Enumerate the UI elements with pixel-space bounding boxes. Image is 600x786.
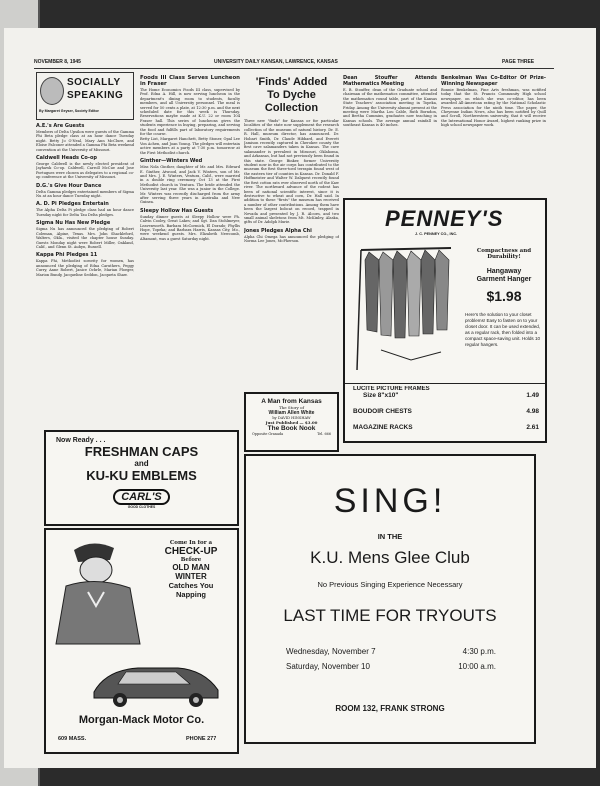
book-price: Just Published — $3.00: [265, 420, 318, 425]
hanger-rack-illustration: [351, 240, 461, 380]
glee-last: LAST TIME FOR TRYOUTS: [283, 606, 497, 625]
morgan-ad: [44, 528, 239, 754]
item-price: 4.98: [526, 408, 539, 415]
morgan-l5: WINTER: [175, 572, 207, 581]
item-label: MAGAZINE RACKS: [353, 424, 413, 431]
glee-sing: SING!: [333, 482, 447, 520]
item-row: [353, 392, 539, 399]
schedule-time: 4:30 p.m.: [462, 647, 496, 656]
penneys-list: [353, 386, 539, 431]
speaking-title: SPEAKING: [67, 90, 124, 101]
foods-text: The Home Economics Foods III class, supervised by Prof. Edna A. Hill, is now serving luncheon in the department's dining room to students, faculty members, and all University personnel. The meal is served for 50 cents a plate, at 12:30 p.m. and the next scheduled date for this week is Thursday. Reservations maybe made at K.U. 22 or room 104 Fraser hall. This series of luncheons gives the students experience in buying, preparing, and serving the food and fulfills part of laboratory requirements for the course.: [140, 88, 240, 137]
socially-items: [36, 123, 134, 277]
penneys-desc: Here's the solution to your closet problems! Easy to fasten on to your closet door. It can be used extended, as a regular rack, then folded into a compact space-saving unit. Holds 10 regular hangers.: [465, 312, 541, 347]
glee-schedule: [286, 644, 496, 674]
item-row: [353, 424, 539, 431]
foods-column: [140, 72, 240, 428]
book-title: A Man from Kansas: [261, 398, 322, 405]
morgan-l2: CHECK-UP: [164, 546, 218, 557]
morgan-l4: OLD MAN: [172, 563, 210, 572]
glee-room: ROOM 132, FRANK STRONG: [335, 704, 445, 713]
penneys-logo: PENNEY'S: [385, 206, 504, 231]
tagline-1: Compactness and: [476, 248, 532, 254]
book-line2: The Story of: [279, 405, 304, 410]
morgan-l7: Napping: [176, 590, 206, 599]
book-author: by DAVID HINSHAW: [272, 416, 311, 420]
item-label: BOUDOIR CHESTS: [353, 408, 412, 415]
header-paper: UNIVERSITY DAILY KANSAN, LAWRENCE, KANSAS: [214, 59, 338, 65]
dancers-illustration: [40, 77, 64, 105]
penneys-ad: [343, 198, 547, 443]
carls-ad: [44, 430, 239, 526]
header-page: PAGE THREE: [502, 59, 535, 65]
item-head: Kappa Phi Pledges 11: [36, 252, 98, 259]
socially-byline: By Margaret Geyser, Society Editor: [39, 109, 99, 113]
item-sub: Size 8"x10": [363, 392, 399, 399]
item-head: D.G.'s Give Hour Dance: [36, 182, 102, 189]
item-text: Members of Delta Upsilon were guests of the Gamma Phi Beta pledge class at an hour dance Tuesday night. Betty Jo O'Neal, Mary Ann McClure, and Eloise Falconer attended a Gamma Phi Beta weekend convention at the University of Missouri.: [36, 130, 134, 152]
morgan-phone: PHONE 277: [186, 736, 217, 742]
finds-column: [244, 72, 339, 390]
penneys-divider: [345, 383, 545, 384]
page-header: [34, 58, 554, 68]
ginther-text: Miss Nola Ginther, daughter of Mr. and Mrs. Edward E. Ginther, Atwood, and Jack V. Winters, son of Mr. and Mrs. J. E. Winters, Ventura, Calif., were married in a double ring ceremony Oct 13 at the First Methodist church in Ventura. The bride attended the University last year. She was a junior in the College. Mr. Winters was recently discharged from the army after serving three years in Australia and New Guinea.: [140, 165, 240, 205]
carls-logo: CARL'S: [113, 489, 170, 505]
item-price: 2.61: [526, 424, 539, 431]
book-tel: Tel. 666: [317, 432, 331, 436]
schedule-time: 10:00 a.m.: [458, 662, 496, 671]
book-footer: [246, 432, 337, 436]
schedule-row: [286, 659, 496, 674]
book-store: The Book Nook: [267, 425, 316, 432]
stouffer-column: [343, 72, 437, 196]
item-text: Kappa Phi, Methodist sorority for women, has announced the pledging of Edna Caruthers, Peggy Curry, Anne Robert, Janice Ochrle, Marian Ploeger, Marion Bundy, Jacqueline Seddon, Jacqueta Shaw.: [36, 259, 134, 277]
jones-head: Jones Pledges Alpha Chi: [244, 227, 312, 234]
glee-club: K.U. Mens Glee Club: [310, 548, 470, 567]
schedule-date: Saturday, November 10: [286, 662, 370, 671]
book-addr: Opposite Granada: [252, 432, 284, 436]
stouffer-head: Dean Stouffer Attends Mathematics Meeting: [343, 75, 437, 87]
header-date: NOVEMBER 8, 1945: [34, 59, 81, 65]
socially-masthead: [36, 72, 134, 120]
item-label: LUCITE PICTURE FRAMES: [353, 386, 430, 392]
carls-emblems: KU-KU EMBLEMS: [86, 468, 197, 483]
morgan-l3: Before: [180, 557, 202, 563]
newspaper-page: [4, 28, 596, 768]
header-rule: [34, 68, 554, 69]
item-head: A. D. Pi Pledges Entertain: [36, 201, 109, 208]
item-head: Caldwell Heads Co-op: [36, 155, 97, 162]
socially-title: SOCIALLY: [67, 77, 121, 88]
carls-caps: FRESHMAN CAPS: [84, 444, 199, 459]
jones-text: Alpha Chi Omega has announced the pledging of Norma Lee Jones, McPherson.: [244, 234, 339, 244]
booknook-ad: [244, 392, 339, 452]
socially-column: [36, 72, 134, 424]
penneys-tagline: [463, 248, 545, 260]
penneys-price: $1.98: [486, 288, 522, 304]
item-text: The Alpha Delta Pi pledge class had an hour dance Tuesday night for Delta Tau Delta pledges.: [36, 208, 134, 217]
finds-text: Three new "finds" for Kansas or for particular localities of the state now supplement the research collection of the museum of natural history. Dr. E. R. Hall, museum director, has announced. Dr. Hobart Smith, Dr. Claude Hibbard, and Everett Jamison recently captured in Cherokee county the first cave salamanders taken in Kansas. The cave salamander is prevalent in Missouri, Oklahoma, and Arkansas, but had not previously been found in this state. George Binker, former University student now in the air corps has contributed to the museum the first three-toed terrapin found west of the eastern tier of counties in Kansas. Dr. Donald F. Hoffmeister and Walter W. Dalquest recently found the first cotton rats ever observed north of the Kaw river. The northward advance of the rodent has been of national scientific interest, since it is destructive to wheat and corn, Dr. Hall said. In addition to these "firsts" the museum has received a number of other contributions. Among them have been the largest bobcat on record, trapped in Nevada and presented by J. R. Alcorn, and two small animal skeletons from Mt. McKinley, Alaska, gifts of Dr. Adolph Murie.: [244, 119, 339, 225]
morgan-addr: 609 MASS.: [58, 736, 87, 742]
morgan-l6: Catches You: [168, 581, 214, 590]
benkelman-head: Benkelman Was Co-Editor Of Prize-Winning Newspaper: [441, 75, 546, 87]
glee-inthe: IN THE: [377, 532, 403, 541]
finds-headline: [244, 76, 339, 115]
morgan-l1: Come In for a: [169, 540, 213, 546]
glee-club-ad: [244, 454, 536, 744]
car-illustration: [86, 658, 226, 708]
finds-head-2: To Dyche Collection: [264, 89, 319, 114]
item-head: Sigma Nu Has New Pledge: [36, 220, 111, 227]
benkelman-text: Bonnie Benkelman, Fine Arts freshman, was notified today that the St. Francis Community High school newspaper, on which she was co-editor, has been awarded All-American rating by the National Scholastic Press association for the ninth time. The paper, the Cheyenne Indian News, also has been notified by Quill and Scroll, Northwestern university, that it will receive the International Honor Award, highest ranking prize in high school newspaper work.: [441, 88, 546, 128]
penneys-sub: J. C. PENNEY CO., INC.: [415, 232, 458, 236]
foods-head: Foods III Class Serves Luncheon in Fraser: [140, 75, 240, 87]
item-text: Sigma Nu has announced the pledging of Robert Coleman, Alpine, Texas. Mrs. John Shackleford, Walters, Okla., visited the chapter house Sunday. Guests Monday night were Robert Miller, Oakland, Calif., and Glenn St. Aubyn, Russell.: [36, 227, 134, 249]
morgan-name: Morgan-Mack Motor Co.: [78, 714, 205, 726]
item-row: [353, 408, 539, 415]
book-line3: William Allen White: [268, 410, 315, 416]
schedule-row: [286, 644, 496, 659]
sleepy-text: Sunday dinner guests at Sleepy Hollow were Ph. Calvin Cooley, Great Lakes; and Sgt. Dan Stohlmeyer, Leavenworth. Barbara McCormick, El Dorado; Phyllis Hope, Topeka; and Barbara Harris, Kansas City, Mo., were weekend guests. Mrs. Elizabeth Newcomb, Altamont, was a guest Saturday night.: [140, 214, 240, 241]
sleeping-man-illustration: [52, 536, 148, 646]
product-2: Garment Hanger: [476, 276, 532, 283]
product-1: Hangaway: [486, 268, 522, 275]
morgan-slogan: [146, 540, 236, 599]
penneys-product: [463, 268, 545, 284]
tagline-2: Durability!: [487, 254, 521, 260]
item-head: A.E.'s Are Guests: [36, 123, 85, 129]
item-text: George Caldwell is the newly elected president of Jayhawk Co-op. Caldwell, Carroll McCue and Jose Portugues were chosen as delegates to a regional co-op conference at the University of Missouri.: [36, 162, 134, 180]
item-text: Delta Gamma pledges entertained members of Sigma Nu at an hour dance Tuesday night.: [36, 189, 134, 199]
finds-head-1: 'Finds' Added: [255, 76, 328, 88]
glee-noexp: No Previous Singing Experience Necessary: [317, 580, 463, 589]
benkelman-column: [441, 72, 546, 196]
foods-text-2: Betty List, Margaret Hanchett, Betty Stoner, Opal Lee Von Achen, and Joan Young. The pledges will entertain active members at a party at 7:30 p.m. tomorrow at the First Methodist church.: [140, 137, 240, 155]
carls-now-ready: Now Ready . . .: [56, 437, 106, 444]
sleepy-head: Sleepy Hollow Has Guests: [140, 207, 214, 214]
ginther-head: Ginther—Winters Wed: [140, 158, 203, 165]
stouffer-text: E. B. Stouffer, dean of the Graduate school and chairman of the mathematics committee, attended the mathematics round table, part of the Kansas State Teachers' association meeting in Topeka, Friday. Among the University alumni present at the meeting were Martha Lou Cable, Ruth Borndon, and Bertha Cummins, graduates now teaching in Kansas schools. The average annual rainfall in southeast Kansas is 40 inches.: [343, 88, 437, 128]
item-price: 1.49: [526, 392, 539, 399]
schedule-date: Wednesday, November 7: [286, 647, 376, 656]
carls-logo-sub: GOOD CLOTHES: [127, 505, 156, 509]
carls-and: and: [134, 459, 149, 468]
carls-logo-box: [46, 485, 237, 509]
